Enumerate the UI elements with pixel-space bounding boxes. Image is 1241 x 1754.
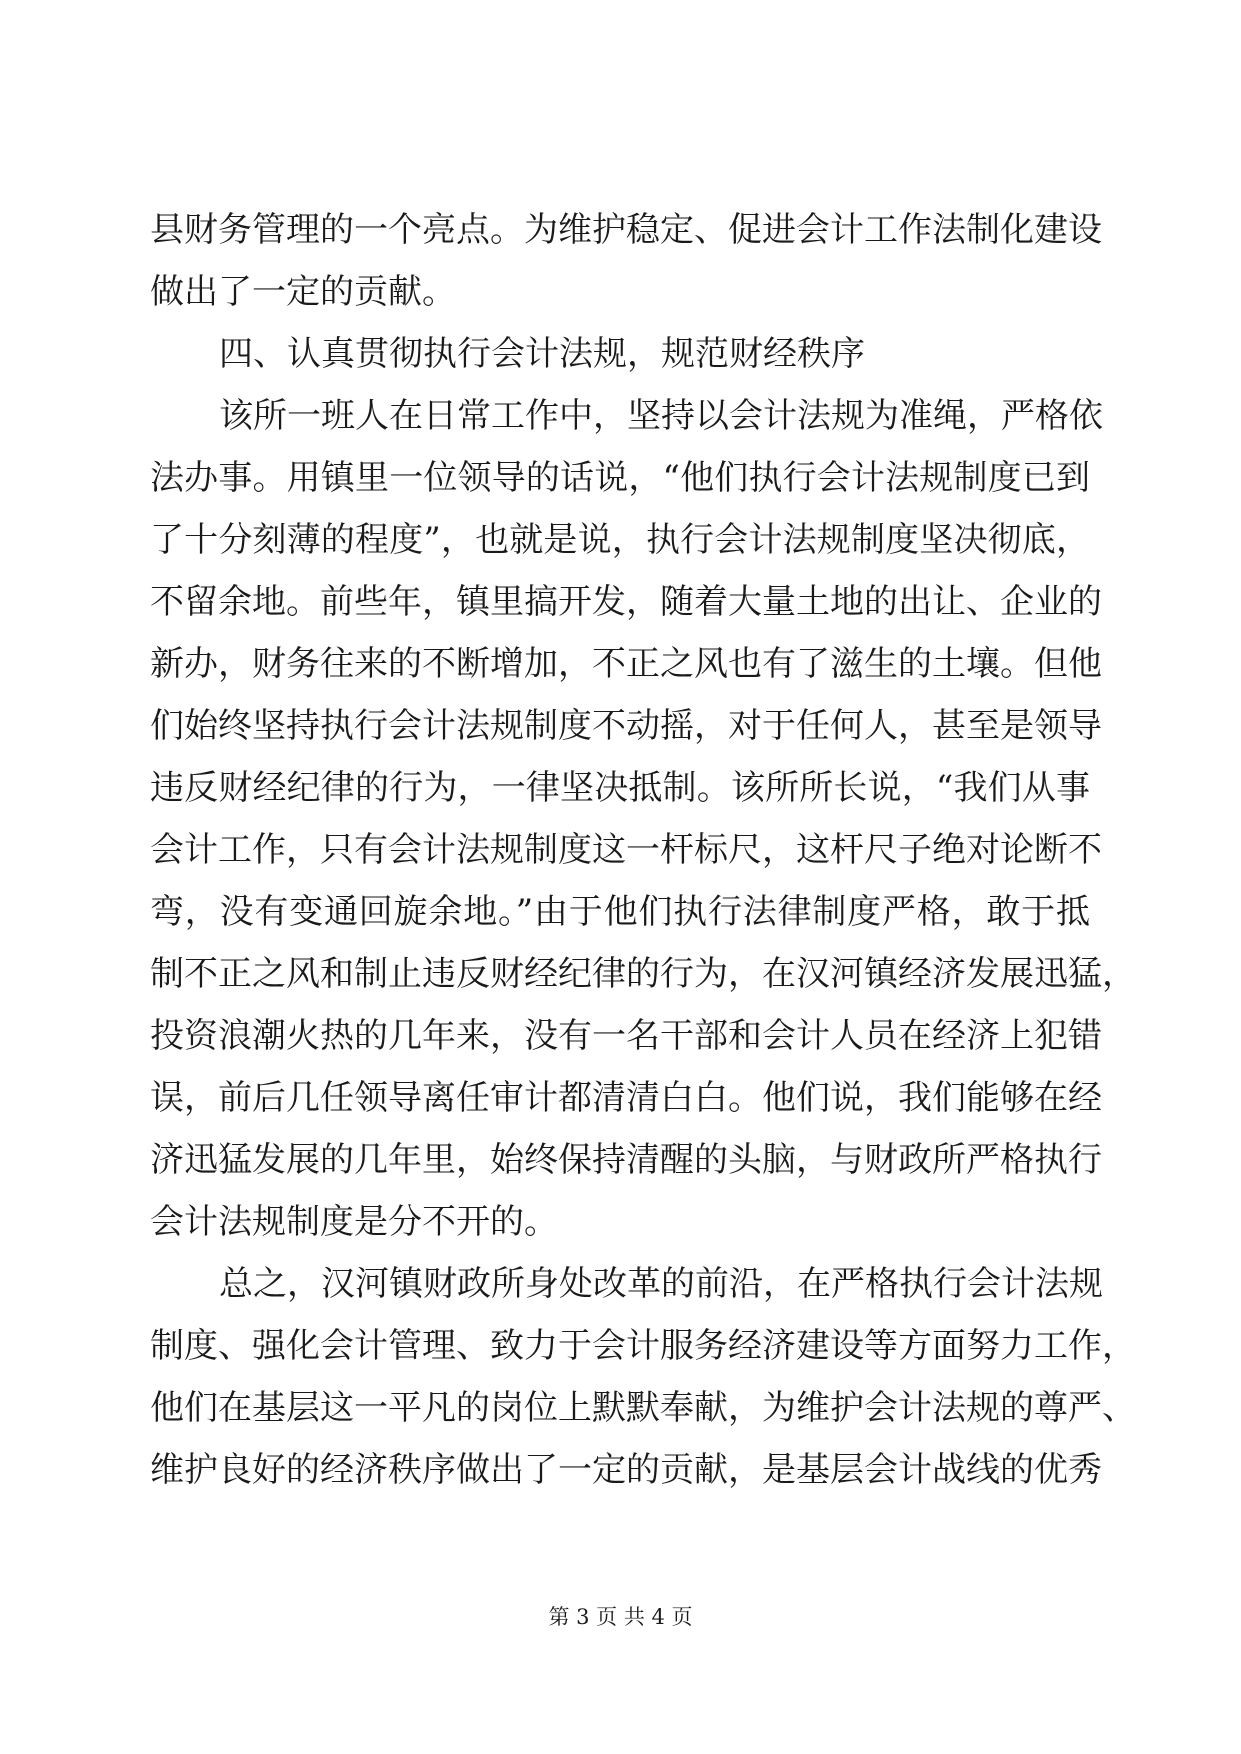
body-text-line: 们始终坚持执行会计法规制度不动摇，对于任何人，甚至是领导	[150, 706, 1102, 746]
page-number-footer: 第 3 页 共 4 页	[548, 1605, 693, 1629]
body-text-line: 济迅猛发展的几年里，始终保持清醒的头脑，与财政所严格执行	[150, 1140, 1102, 1180]
body-text-line: 法办事。用镇里一位领导的话说，“他们执行会计法规制度已到	[150, 458, 1090, 498]
body-text-line: 会计法规制度是分不开的。	[150, 1202, 558, 1242]
body-text-line: 做出了一定的贡献。	[150, 272, 456, 312]
body-text-line: 违反财经纪律的行为，一律坚决抵制。该所所长说，“我们从事	[150, 768, 1090, 808]
body-text-line: 该所一班人在日常工作中，坚持以会计法规为准绳，严格依	[219, 396, 1103, 436]
body-text-line: 总之，汉河镇财政所身处改革的前沿，在严格执行会计法规	[219, 1264, 1103, 1304]
body-text-line: 弯，没有变通回旋余地。”由于他们执行法律制度严格，敢于抵	[150, 892, 1090, 932]
body-text-line: 了十分刻薄的程度”，也就是说，执行会计法规制度坚决彻底，	[150, 520, 1090, 560]
body-text-line: 他们在基层这一平凡的岗位上默默奉献，为维护会计法规的尊严、	[150, 1388, 1136, 1428]
body-text-line: 制度、强化会计管理、致力于会计服务经济建设等方面努力工作，	[150, 1326, 1136, 1366]
body-text-line: 误，前后几任领导离任审计都清清白白。他们说，我们能够在经	[150, 1078, 1102, 1118]
body-text-line: 不留余地。前些年，镇里搞开发，随着大量土地的出让、企业的	[150, 582, 1102, 622]
body-text-line: 新办，财务往来的不断增加，不正之风也有了滋生的土壤。但他	[150, 644, 1102, 684]
body-text-line: 会计工作，只有会计法规制度这一杆标尺，这杆尺子绝对论断不	[150, 830, 1102, 870]
body-text-line: 投资浪潮火热的几年来，没有一名干部和会计人员在经济上犯错	[150, 1016, 1102, 1056]
section-heading: 四、认真贯彻执行会计法规，规范财经秩序	[219, 334, 865, 374]
body-text-line: 县财务管理的一个亮点。为维护稳定、促进会计工作法制化建设	[150, 210, 1102, 250]
body-text-line: 维护良好的经济秩序做出了一定的贡献，是基层会计战线的优秀	[150, 1450, 1102, 1490]
body-text-line: 制不正之风和制止违反财经纪律的行为，在汉河镇经济发展迅猛，	[150, 954, 1136, 994]
